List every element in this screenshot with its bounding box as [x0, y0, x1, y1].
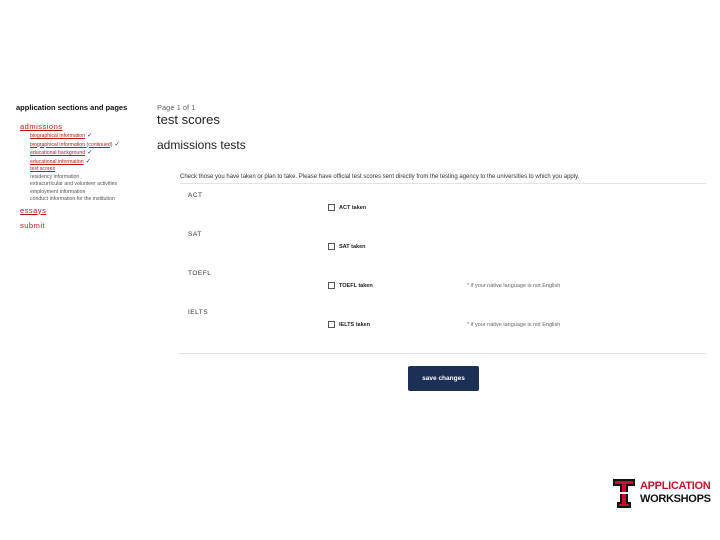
sidebar-section-essays[interactable]: essays	[20, 205, 47, 215]
sidebar-item-educational-background[interactable]	[30, 149, 156, 158]
ielts-taken-checkbox[interactable]	[328, 321, 335, 328]
divider	[180, 183, 706, 184]
sidebar-item-test-scores[interactable]	[30, 166, 156, 174]
page-title: test scores	[157, 112, 220, 127]
checkmark-icon: ✓	[87, 132, 93, 139]
toefl-taken-checkbox-group[interactable]	[328, 282, 373, 289]
save-changes-button[interactable]: save changes	[408, 366, 479, 391]
sidebar-item-biographical-information-continued[interactable]	[30, 141, 156, 150]
sidebar-section-admissions[interactable]: admissions	[20, 122, 63, 131]
application-workshops-logo	[612, 477, 711, 509]
logo-wordmark	[640, 481, 711, 505]
checkbox-label: ACT taken	[339, 204, 367, 211]
sidebar-item-label: biographical information (continued)	[30, 141, 113, 148]
double-t-logo-icon	[612, 478, 636, 509]
act-taken-checkbox[interactable]	[328, 204, 335, 211]
test-row-act	[0, 192, 720, 222]
sidebar-item-label: conduct information for the institution	[30, 196, 115, 202]
test-row-sat	[0, 231, 720, 261]
checkmark-icon: ✓	[87, 149, 93, 156]
sidebar-item-label: educational background	[30, 150, 86, 156]
test-row-toefl	[0, 270, 720, 300]
sat-taken-checkbox[interactable]	[328, 243, 335, 250]
checkmark-icon: ✓	[114, 140, 120, 148]
ielts-taken-checkbox-group[interactable]	[328, 321, 370, 328]
sidebar-item-label: test scores	[30, 166, 56, 172]
divider	[178, 353, 706, 354]
sidebar-item-biographical-information[interactable]	[30, 132, 156, 141]
sidebar-item-label: extracurricular and volunteer activities	[30, 181, 118, 187]
sat-taken-checkbox-group[interactable]	[328, 243, 366, 250]
sidebar-item-label: employment information	[30, 188, 86, 195]
sidebar-item-label: educational information	[30, 158, 84, 165]
test-name: ACT	[188, 192, 203, 199]
sidebar-heading: application sections and pages	[16, 103, 128, 112]
test-note: * if your native language is not English	[467, 322, 561, 328]
test-row-ielts	[0, 309, 720, 339]
section-title: admissions tests	[157, 138, 246, 152]
checkbox-label: TOEFL taken	[339, 282, 373, 289]
test-note: * if your native language is not English	[467, 283, 561, 289]
logo-line-2: WORKSHOPS	[640, 493, 711, 505]
sidebar-item-label: residency information	[30, 173, 80, 180]
act-taken-checkbox-group[interactable]	[328, 204, 366, 211]
checkbox-label: SAT taken	[339, 243, 366, 250]
sidebar-item-label: biographical information	[30, 133, 86, 139]
toefl-taken-checkbox[interactable]	[328, 282, 335, 289]
checkmark-icon: ✓	[85, 157, 92, 165]
sidebar-section-submit[interactable]: submit	[20, 220, 46, 230]
instructions-text: Check those you have taken or plan to take. Please have official test scores sent directly from the testing agency to the universities to which you apply.	[180, 174, 580, 180]
test-name: IELTS	[188, 309, 209, 316]
sidebar-item-extracurricular[interactable]	[30, 181, 120, 189]
sidebar-item-educational-information[interactable]	[30, 158, 156, 167]
logo-line-1: APPLICATION	[640, 480, 711, 492]
test-name: SAT	[188, 231, 202, 238]
sidebar-item-residency-information[interactable]	[30, 174, 156, 182]
test-name: TOEFL	[188, 270, 212, 277]
checkbox-label: IELTS taken	[339, 321, 371, 328]
page-indicator: Page 1 of 1	[157, 103, 196, 112]
